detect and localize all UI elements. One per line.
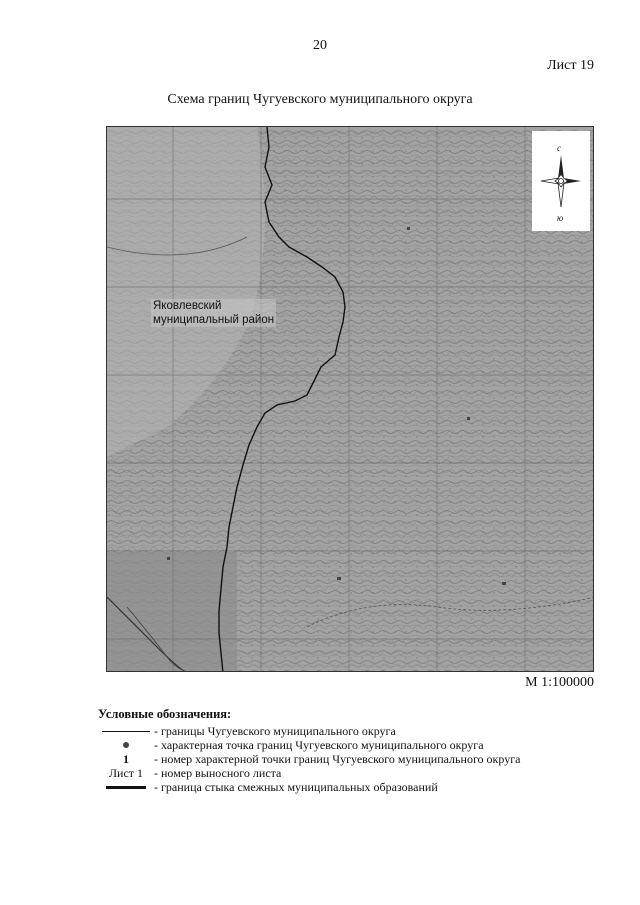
legend bbox=[98, 707, 578, 794]
legend-symbol-number: 1 bbox=[123, 751, 129, 766]
legend-text: - характерная точка границ Чугуевского муниципального округа bbox=[154, 737, 484, 752]
legend-row-sheet bbox=[98, 766, 578, 780]
legend-symbol-dot bbox=[98, 742, 154, 748]
compass-north-label: с bbox=[557, 143, 561, 153]
legend-title: Условные обозначения: bbox=[98, 707, 232, 721]
legend-row-junction bbox=[98, 780, 578, 794]
compass-south-label: ю bbox=[557, 213, 564, 223]
map-terrain bbox=[107, 127, 594, 672]
legend-symbol-thin-line bbox=[98, 731, 154, 732]
legend-symbol-sheet: Лист 1 bbox=[108, 765, 144, 780]
legend-text: - граница стыка смежных муниципальных образований bbox=[154, 779, 438, 794]
district-label-line2: муниципальный район bbox=[153, 314, 275, 326]
document-title: Схема границ Чугуевского муниципального округа bbox=[167, 92, 473, 107]
compass-rose bbox=[532, 131, 590, 231]
sheet-label: Лист 19 bbox=[547, 58, 594, 73]
legend-row-boundary bbox=[98, 724, 578, 738]
page-number: 20 bbox=[313, 38, 327, 53]
district-label-line1: Яковлевский bbox=[153, 300, 222, 312]
legend-text: - номер выносного листа bbox=[154, 765, 282, 780]
district-label bbox=[151, 299, 276, 327]
legend-row-point bbox=[98, 738, 578, 752]
legend-row-point-number bbox=[98, 752, 578, 766]
compass-icon bbox=[532, 131, 590, 231]
legend-symbol-thick-line bbox=[98, 786, 154, 789]
topographic-map bbox=[106, 126, 594, 672]
legend-text: - номер характерной точки границ Чугуевского муниципального округа bbox=[154, 751, 521, 766]
legend-text: - границы Чугуевского муниципального округа bbox=[154, 723, 396, 738]
map-scale: М 1:100000 bbox=[525, 675, 594, 690]
